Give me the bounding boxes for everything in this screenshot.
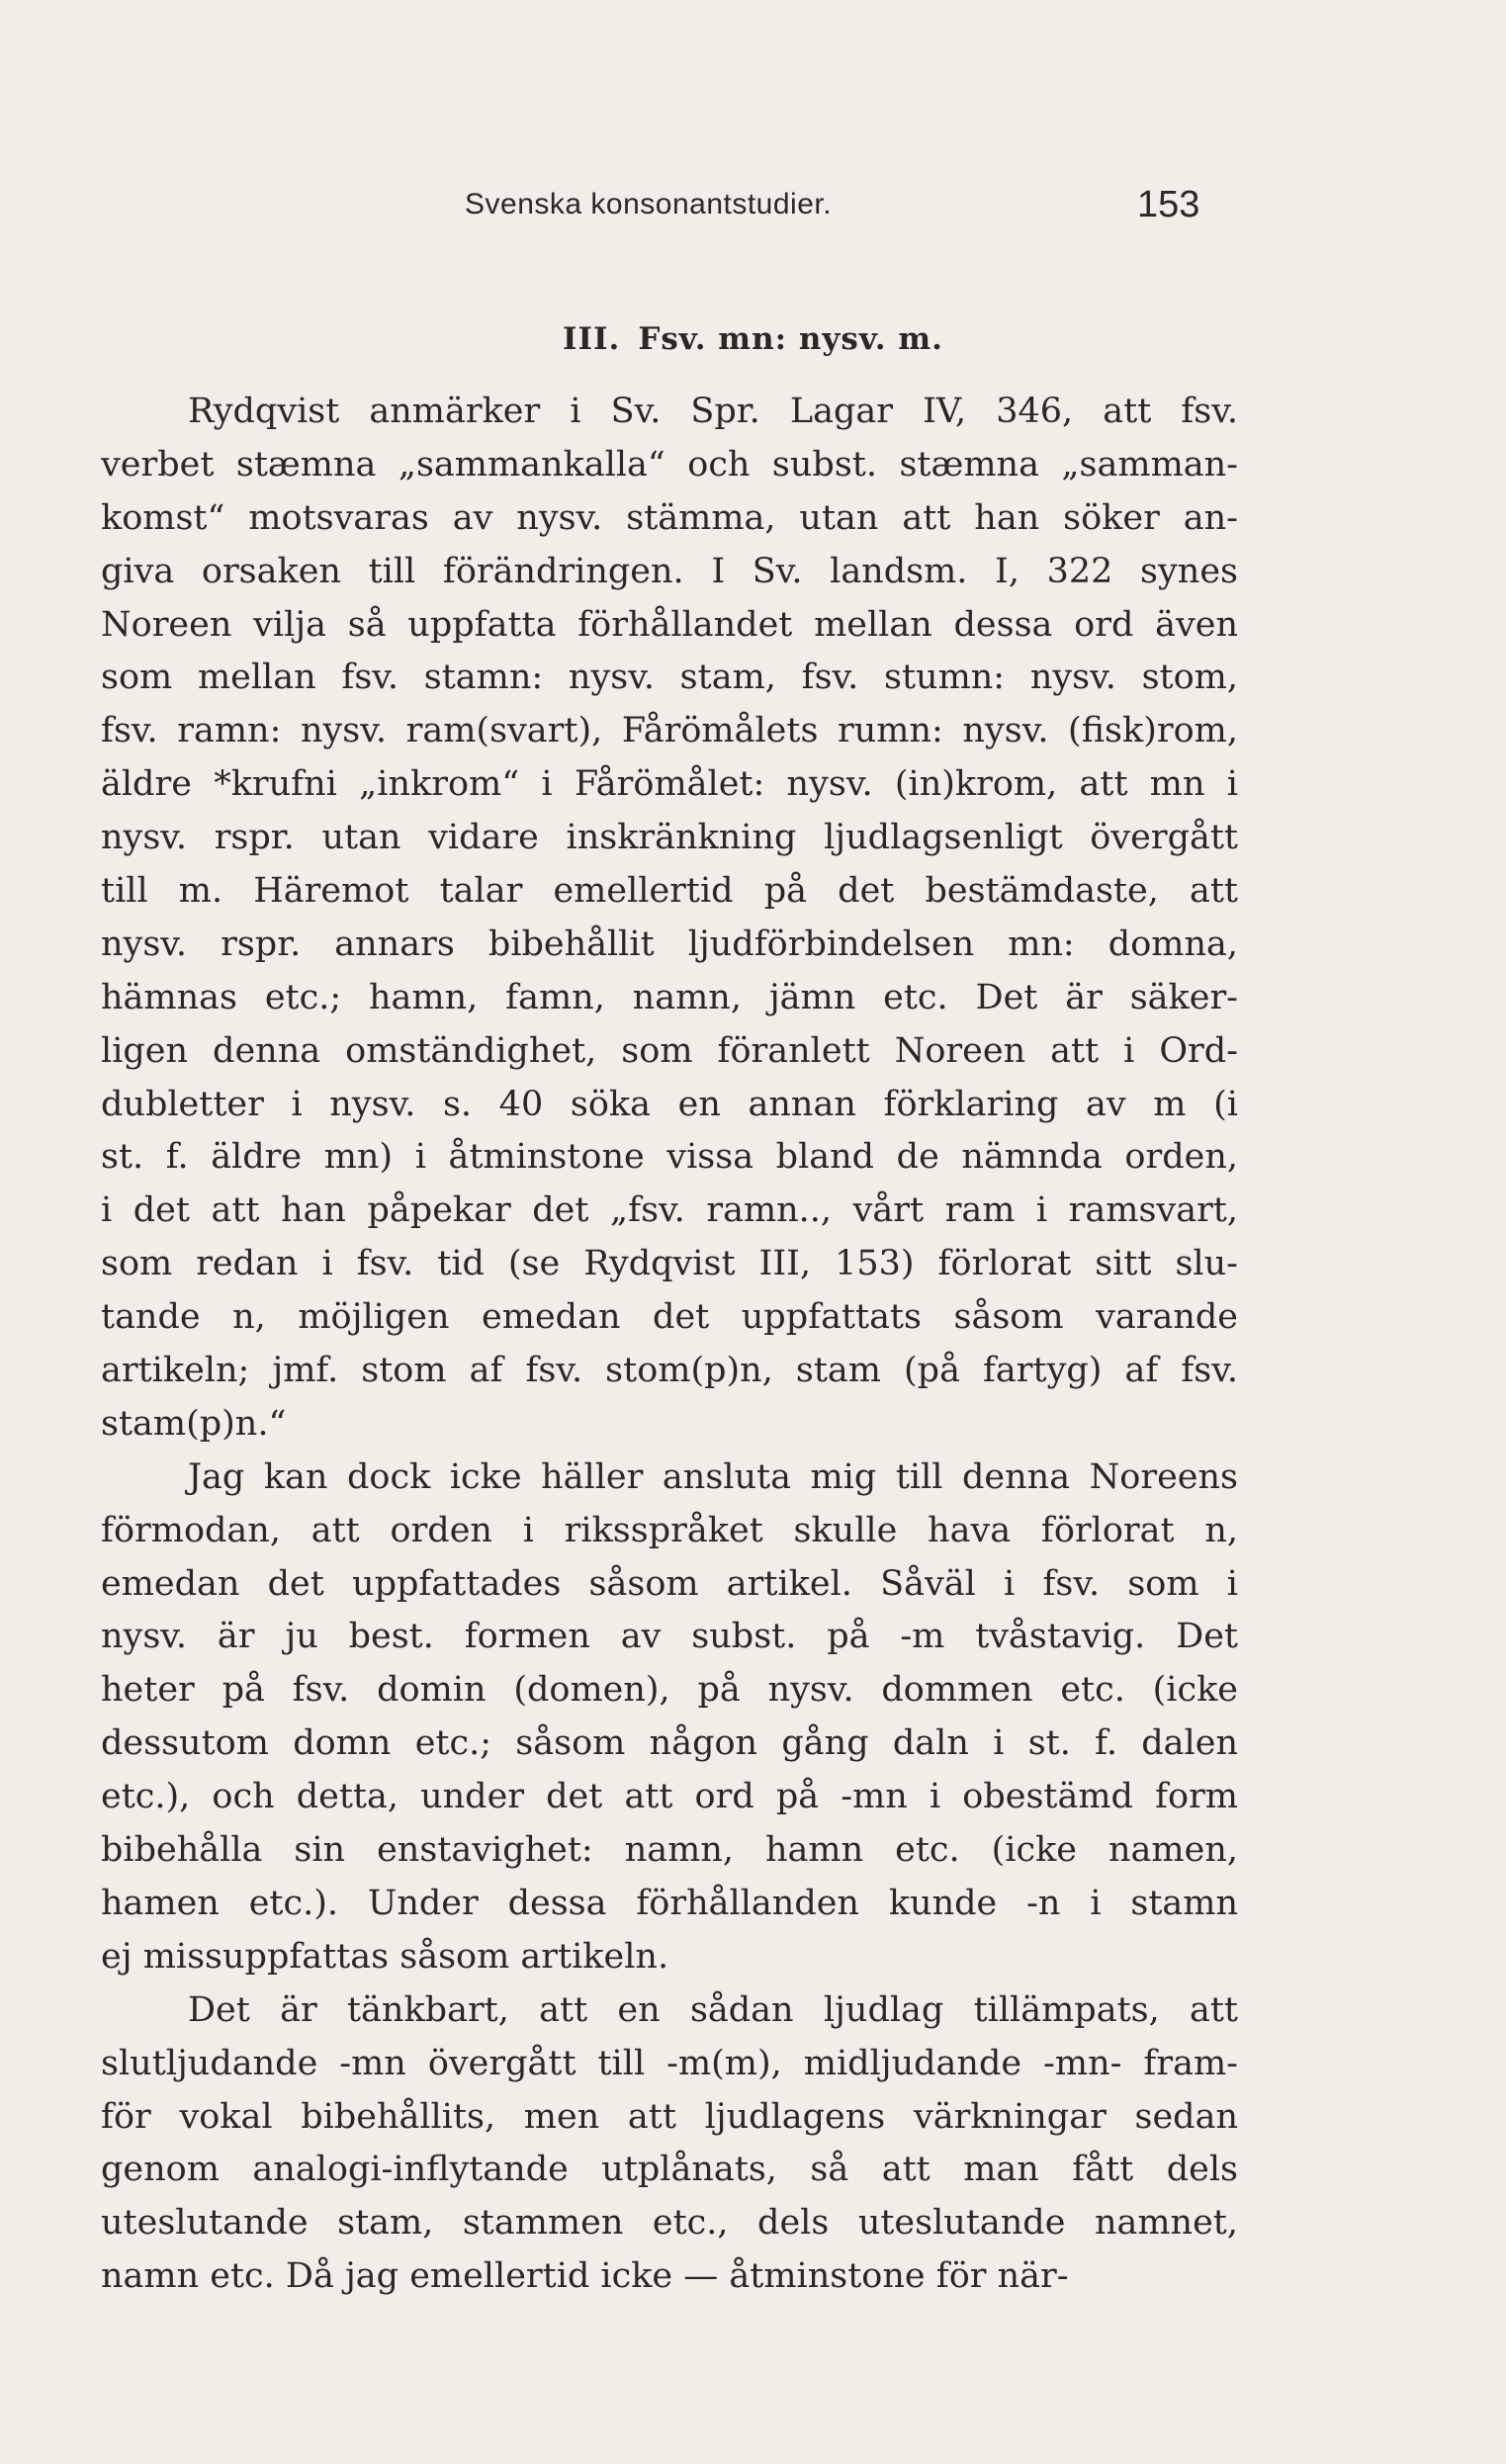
text-line: hamen etc.). Under dessa förhållanden kunde -n i stamn	[101, 1883, 1238, 1923]
text-line: heter på fsv. domin (domen), på nysv. dommen etc. (icke	[101, 1670, 1238, 1711]
text-line: tande n, möjligen emedan det uppfattats såsom varande	[101, 1297, 1238, 1338]
text-line: Jag kan dock icke häller ansluta mig till denna Noreens	[188, 1456, 1238, 1497]
text-line: nysv. är ju best. formen av subst. på -m tvåstavig. Det	[101, 1617, 1238, 1657]
text-line: slutljudande -mn övergått till -m(m), midljudande -mn- fram-	[101, 2043, 1238, 2083]
section-title: Fsv. mn: nysv. m.	[638, 321, 943, 357]
text-line: st. f. äldre mn) i åtminstone vissa bland de nämnda orden,	[101, 1137, 1238, 1178]
section-heading	[0, 321, 1506, 357]
text-line: uteslutande stam, stammen etc., dels uteslutande namnet,	[101, 2203, 1238, 2244]
body-text	[101, 386, 1238, 2304]
text-line: fsv. ramn: nysv. ram(svart), Fårömålets rumn: nysv. (fisk)rom,	[101, 711, 1238, 751]
text-line: i det att han påpekar det „fsv. ramn.., vårt ram i ramsvart,	[101, 1190, 1238, 1231]
text-line: stam(p)n.“	[101, 1403, 287, 1444]
running-head	[0, 184, 1506, 237]
text-line: verbet stæmna „sammankalla“ och subst. stæmna „samman-	[101, 444, 1238, 484]
text-line: artikeln; jmf. stom af fsv. stom(p)n, stam (på fartyg) af fsv.	[101, 1351, 1238, 1391]
running-title: Svenska konsonantstudier.	[465, 188, 833, 220]
text-line: Det är tänkbart, att en sådan ljudlag tillämpats, att	[188, 1989, 1238, 2030]
text-line: nysv. rspr. annars bibehållit ljudförbindelsen mn: domna,	[101, 924, 1238, 964]
text-line: giva orsaken till förändringen. I Sv. landsm. I, 322 synes	[101, 551, 1238, 591]
text-line: Noreen vilja så uppfatta förhållandet mellan dessa ord även	[101, 604, 1238, 645]
text-line: komst“ motsvaras av nysv. stämma, utan att han söker an-	[101, 497, 1238, 538]
text-line: dubletter i nysv. s. 40 söka en annan förklaring av m (i	[101, 1084, 1238, 1124]
text-line: för vokal bibehållits, men att ljudlagens värkningar sedan	[101, 2096, 1238, 2137]
text-line: emedan det uppfattades såsom artikel. Såväl i fsv. som i	[101, 1563, 1238, 1604]
page-number: 153	[1137, 184, 1200, 225]
text-line: som redan i fsv. tid (se Rydqvist III, 153) förlorat sitt slu-	[101, 1244, 1238, 1284]
text-line: etc.), och detta, under det att ord på -mn i obestämd form	[101, 1777, 1238, 1817]
text-line: dessutom domn etc.; såsom någon gång daln i st. f. dalen	[101, 1723, 1238, 1764]
text-line: till m. Häremot talar emellertid på det bestämdaste, att	[101, 871, 1238, 912]
text-line: förmodan, att orden i riksspråket skulle hava förlorat n,	[101, 1510, 1238, 1550]
text-line: Rydqvist anmärker i Sv. Spr. Lagar IV, 346, att fsv.	[188, 392, 1238, 431]
section-number: III.	[563, 321, 621, 357]
text-line: hämnas etc.; hamn, famn, namn, jämn etc. Det är säker-	[101, 977, 1238, 1017]
text-line: nysv. rspr. utan vidare inskränkning ljudlagsenligt övergått	[101, 818, 1238, 858]
text-line: namn etc. Då jag emellertid icke — åtminstone för när-	[101, 2256, 1069, 2297]
text-line: äldre *krufni „inkrom“ i Fårömålet: nysv. (in)krom, att mn i	[101, 764, 1238, 805]
text-line: bibehålla sin enstavighet: namn, hamn etc. (icke namen,	[101, 1830, 1238, 1871]
text-line: genom analogi-inflytande utplånats, så att man fått dels	[101, 2150, 1238, 2190]
text-line: ligen denna omständighet, som föranlett Noreen att i Ord-	[101, 1030, 1238, 1071]
text-line: som mellan fsv. stamn: nysv. stam, fsv. stumn: nysv. stom,	[101, 658, 1238, 698]
text-line: ej missuppfattas såsom artikeln.	[101, 1936, 669, 1977]
